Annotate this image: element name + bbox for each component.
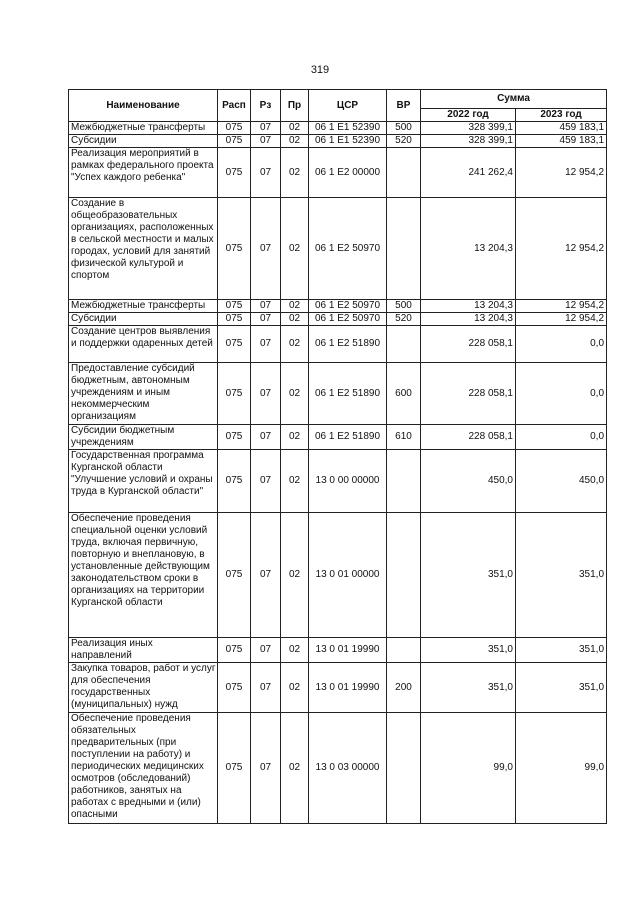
row-rasp: 075: [218, 135, 251, 148]
row-sum-2023: 450,0: [516, 450, 607, 513]
table-row: [69, 135, 607, 148]
row-vr: 500: [387, 300, 421, 313]
row-name: Государственная программа Курганской области "Улучшение условий и охраны труда в Курганской области": [69, 450, 218, 513]
row-csr: 06 1 Е1 52390: [309, 135, 387, 148]
table-row: [69, 425, 607, 450]
row-rasp: 075: [218, 326, 251, 363]
row-name: Субсидии: [69, 135, 218, 148]
row-rz: 07: [251, 300, 281, 313]
header-name: Наименование: [69, 90, 218, 122]
page-number: 319: [310, 64, 330, 76]
row-sum-2022: 13 204,3: [421, 300, 516, 313]
row-rz: 07: [251, 198, 281, 300]
header-csr: ЦСР: [309, 90, 387, 122]
row-sum-2022: 450,0: [421, 450, 516, 513]
table-row: [69, 513, 607, 638]
row-name: Обеспечение проведения специальной оценки условий труда, включая первичную, повторную и внеплановую, в установленные действующим законодательством сроки в организациях на территории Курганской области: [69, 513, 218, 638]
row-name: Закупка товаров, работ и услуг для обеспечения государственных (муниципальных) нужд: [69, 663, 218, 713]
row-csr: 13 0 00 00000: [309, 450, 387, 513]
row-sum-2022: 351,0: [421, 663, 516, 713]
row-name: Субсидии: [69, 313, 218, 326]
row-sum-2022: 99,0: [421, 713, 516, 824]
row-sum-2023: 12 954,2: [516, 300, 607, 313]
row-pr: 02: [281, 450, 309, 513]
row-pr: 02: [281, 135, 309, 148]
row-sum-2022: 241 262,4: [421, 148, 516, 198]
row-csr: 06 1 Е2 50970: [309, 198, 387, 300]
row-vr: [387, 713, 421, 824]
row-rz: 07: [251, 450, 281, 513]
row-csr: 06 1 Е2 51890: [309, 326, 387, 363]
row-name: Межбюджетные трансферты: [69, 122, 218, 135]
row-rasp: 075: [218, 122, 251, 135]
row-csr: 06 1 Е1 52390: [309, 122, 387, 135]
row-pr: 02: [281, 198, 309, 300]
row-rasp: 075: [218, 363, 251, 425]
row-pr: 02: [281, 513, 309, 638]
table-row: [69, 198, 607, 300]
row-sum-2023: 351,0: [516, 513, 607, 638]
row-name: Межбюджетные трансферты: [69, 300, 218, 313]
row-rasp: 075: [218, 663, 251, 713]
row-pr: 02: [281, 663, 309, 713]
row-rz: 07: [251, 363, 281, 425]
row-rasp: 075: [218, 450, 251, 513]
row-rz: 07: [251, 663, 281, 713]
row-vr: [387, 326, 421, 363]
row-sum-2022: 328 399,1: [421, 122, 516, 135]
row-name: Предоставление субсидий бюджетным, автономным учреждениям и иным некоммерческим организациям: [69, 363, 218, 425]
table-row: [69, 713, 607, 824]
row-csr: 06 1 Е2 51890: [309, 363, 387, 425]
row-vr: 200: [387, 663, 421, 713]
row-pr: 02: [281, 300, 309, 313]
row-rasp: 075: [218, 300, 251, 313]
header-2022: 2022 год: [421, 109, 516, 122]
row-csr: 06 1 Е2 51890: [309, 425, 387, 450]
row-rz: 07: [251, 638, 281, 663]
row-sum-2022: 13 204,3: [421, 198, 516, 300]
row-pr: 02: [281, 313, 309, 326]
row-name: Создание в общеобразовательных организациях, расположенных в сельской местности и малых городах, условий для занятий физической культурой и спортом: [69, 198, 218, 300]
row-csr: 06 1 Е2 00000: [309, 148, 387, 198]
row-sum-2023: 459 183,1: [516, 122, 607, 135]
row-sum-2022: 351,0: [421, 638, 516, 663]
table-row: [69, 638, 607, 663]
row-rz: 07: [251, 148, 281, 198]
row-name: Обеспечение проведения обязательных предварительных (при поступлении на работу) и периодических медицинских осмотров (обследований) работников, занятых на работах с вредными и (или) опасными: [69, 713, 218, 824]
header-sum: Сумма: [421, 90, 607, 109]
row-pr: 02: [281, 122, 309, 135]
header-rasp: Расп: [218, 90, 251, 122]
row-sum-2023: 0,0: [516, 425, 607, 450]
row-sum-2023: 0,0: [516, 326, 607, 363]
row-rasp: 075: [218, 198, 251, 300]
row-name: Создание центров выявления и поддержки одаренных детей: [69, 326, 218, 363]
row-vr: 610: [387, 425, 421, 450]
row-sum-2022: 351,0: [421, 513, 516, 638]
row-sum-2022: 228 058,1: [421, 425, 516, 450]
table-row: [69, 363, 607, 425]
row-rz: 07: [251, 425, 281, 450]
header-pr: Пр: [281, 90, 309, 122]
row-pr: 02: [281, 638, 309, 663]
row-sum-2022: 13 204,3: [421, 313, 516, 326]
row-rasp: 075: [218, 313, 251, 326]
row-csr: 13 0 01 19990: [309, 638, 387, 663]
row-name: Субсидии бюджетным учреждениям: [69, 425, 218, 450]
row-csr: 06 1 Е2 50970: [309, 313, 387, 326]
row-vr: [387, 450, 421, 513]
row-rz: 07: [251, 313, 281, 326]
table-row: [69, 122, 607, 135]
table-row: [69, 313, 607, 326]
row-sum-2023: 12 954,2: [516, 313, 607, 326]
row-rasp: 075: [218, 513, 251, 638]
row-rasp: 075: [218, 713, 251, 824]
row-sum-2023: 99,0: [516, 713, 607, 824]
row-vr: 520: [387, 135, 421, 148]
row-pr: 02: [281, 363, 309, 425]
row-pr: 02: [281, 713, 309, 824]
row-csr: 06 1 Е2 50970: [309, 300, 387, 313]
table-row: [69, 300, 607, 313]
row-rasp: 075: [218, 148, 251, 198]
row-vr: 600: [387, 363, 421, 425]
row-vr: [387, 198, 421, 300]
row-vr: [387, 513, 421, 638]
row-sum-2023: 12 954,2: [516, 148, 607, 198]
row-sum-2022: 228 058,1: [421, 326, 516, 363]
row-rz: 07: [251, 513, 281, 638]
row-name: Реализация иных направлений: [69, 638, 218, 663]
row-sum-2023: 459 183,1: [516, 135, 607, 148]
row-sum-2023: 351,0: [516, 663, 607, 713]
row-sum-2023: 351,0: [516, 638, 607, 663]
row-rz: 07: [251, 713, 281, 824]
row-rz: 07: [251, 122, 281, 135]
budget-table: [68, 89, 607, 824]
row-csr: 13 0 03 00000: [309, 713, 387, 824]
row-csr: 13 0 01 00000: [309, 513, 387, 638]
row-rasp: 075: [218, 638, 251, 663]
row-sum-2022: 228 058,1: [421, 363, 516, 425]
row-sum-2022: 328 399,1: [421, 135, 516, 148]
row-pr: 02: [281, 326, 309, 363]
row-rz: 07: [251, 326, 281, 363]
row-rz: 07: [251, 135, 281, 148]
row-pr: 02: [281, 148, 309, 198]
header-vr: ВР: [387, 90, 421, 122]
row-rasp: 075: [218, 425, 251, 450]
row-name: Реализация мероприятий в рамках федерального проекта "Успех каждого ребенка": [69, 148, 218, 198]
header-2023: 2023 год: [516, 109, 607, 122]
row-vr: 500: [387, 122, 421, 135]
row-csr: 13 0 01 19990: [309, 663, 387, 713]
table-row: [69, 450, 607, 513]
row-vr: 520: [387, 313, 421, 326]
header-rz: Рз: [251, 90, 281, 122]
row-vr: [387, 638, 421, 663]
row-sum-2023: 12 954,2: [516, 198, 607, 300]
table-row: [69, 663, 607, 713]
table-row: [69, 326, 607, 363]
row-pr: 02: [281, 425, 309, 450]
table-row: [69, 148, 607, 198]
row-vr: [387, 148, 421, 198]
row-sum-2023: 0,0: [516, 363, 607, 425]
